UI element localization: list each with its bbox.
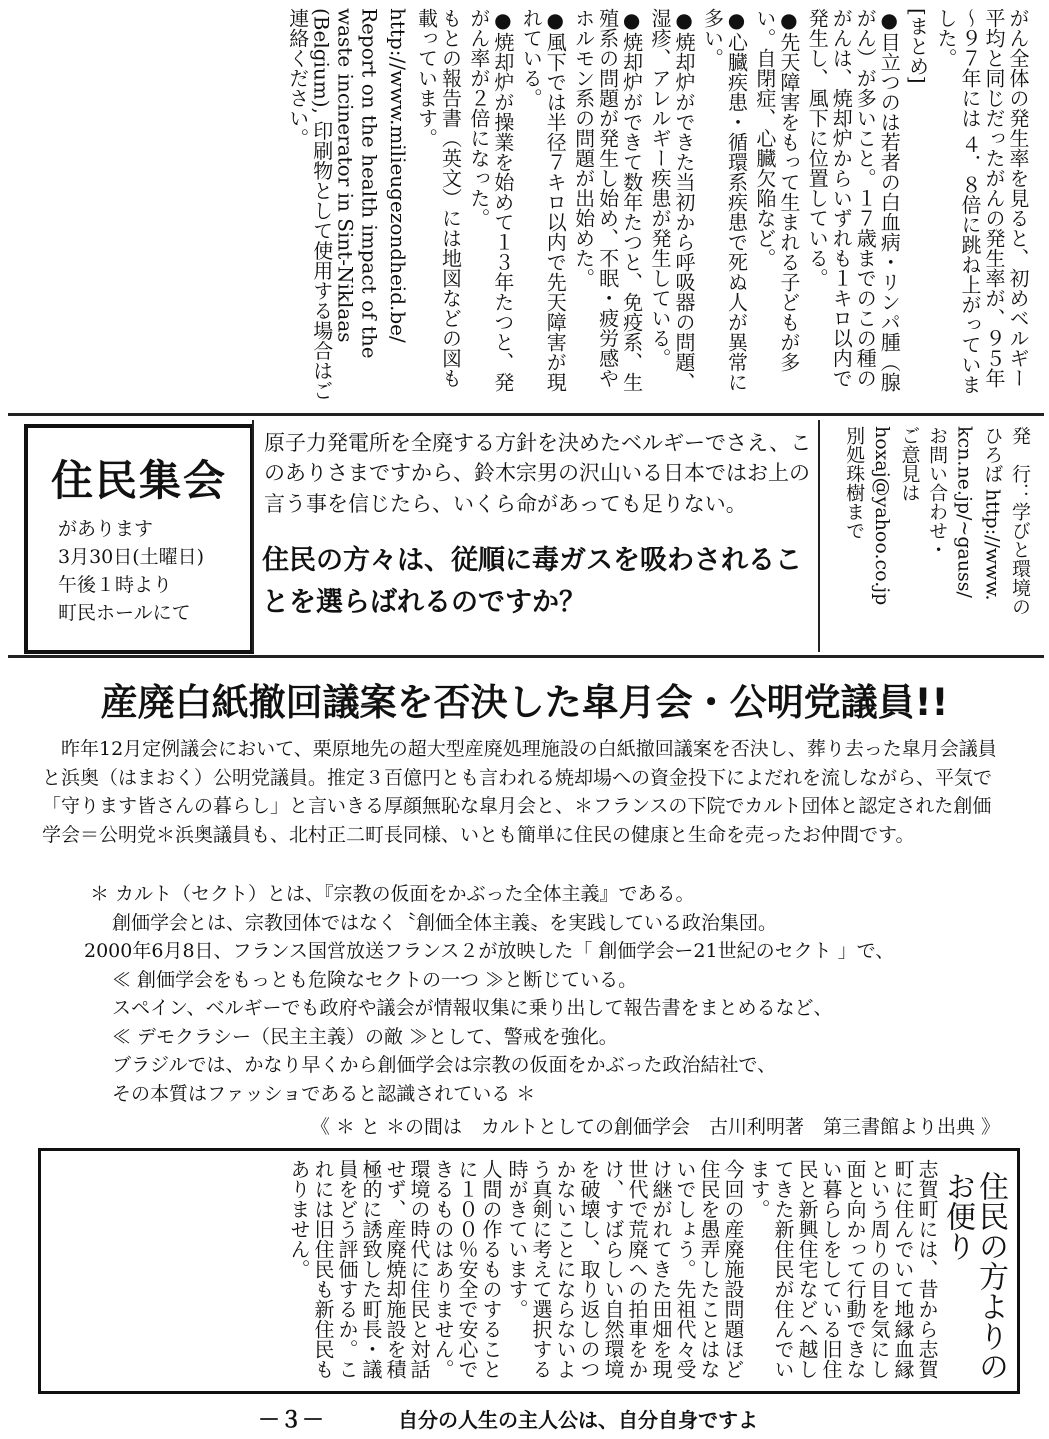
meeting-title: 住民集会 <box>50 456 227 505</box>
meeting-date: 3月30日(土曜日) <box>58 546 205 568</box>
summary-heading: [まとめ] <box>905 8 930 84</box>
summary-item: ●焼却炉が操業を始めて１３年たつと、発がん率が２倍になった。 <box>466 8 515 392</box>
summary-item: ●先天障害をもって生まれる子どもが多い。自閉症、心臓欠陥など。 <box>752 8 801 372</box>
letter-title: 住民の方よりのお便り <box>940 1171 1008 1381</box>
report-note: もとの報告書（英文）には地図などの図も載っています。 <box>414 8 463 388</box>
publisher-url[interactable]: kcn.ne.jp/~gauss/ <box>953 426 976 598</box>
quote-line: 創価学会とは、宗教団体ではなく〝創価全体主義〟を実践している政治集団。 <box>112 911 778 934</box>
article-paragraph: がん全体の発生率を見ると、初めベルギー平均と同じだったがんの発生率が、９５年～９７年には ４．８倍に跳ね上がっていました。 <box>934 8 1030 395</box>
quote-line: ≪ デモクラシー（民主主義）の敵 ≫として、警戒を強化。 <box>112 1025 618 1048</box>
report-title: Report on the health impact of the waste incinerator in Sint-Niklaas (Belgium), 印刷物として使用する場合はご連絡ください。 <box>285 8 382 401</box>
publisher-line: 別処珠樹まで <box>843 426 866 540</box>
publisher-line: お問い合わせ・ <box>926 426 949 559</box>
quote-line: 2000年6月8日、フランス国営放送フランス２が放映した「 創価学会ー21世紀のセクト 」で、 <box>84 940 895 962</box>
meeting-time: 午後１時より <box>58 574 173 596</box>
page-number: －３－ <box>258 1408 325 1433</box>
main-article: 昨年12月定例議会において、栗原地先の超大型産廃処理施設の白紙撤回議案を否決し、葬り去った皐月会議員と浜奥（はまおく）公明党議員。推定３百億円とも言われる焼却場への資金投下によだれを流しながら、平気で「守ります皆さんの暮らし」と言いきる厚顔無恥な皐月会と、＊フランスの下院でカルト団体と認定された創価学会＝公明党＊浜奥議員も、北村正二町長同様、いとも簡単に住民の健康と生命を売ったお仲間です。 <box>42 738 997 846</box>
meeting-box <box>24 424 254 654</box>
meeting-place: 町民ホールにて <box>58 602 191 624</box>
publisher-line: ご意見は <box>898 426 921 502</box>
letter-paragraph: 今回の産廃施設問題ほど住民を愚弄したことはないでしょう。先祖代々受け継がれてきた田畑を現世代で荒廃への拍車をかけ、すばらしい自然環境を破壊し、取り返しのつかないことにならないよう真剣に考えて選択する時がきています。 <box>505 1159 745 1379</box>
summary-item: ●焼却炉ができて数年たつと、免疫系、生殖系の問題が発生し始め、不眠・疲労感やホルモン系の問題が出始めた。 <box>571 8 644 392</box>
center-message-box <box>252 420 820 652</box>
quote-line: ＊ カルト（セクト）とは、『宗教の仮面をかぶった全体主義』である。 <box>90 883 695 905</box>
top-article-columns <box>24 8 1030 406</box>
quote-line: ブラジルでは、かなり早くから創価学会は宗教の仮面をかぶった政治結社で、 <box>112 1054 777 1076</box>
publisher-info <box>822 426 1032 656</box>
center-text: 原子力発電所を全廃する方針を決めたベルギーでさえ、このありさまですから、鈴木宗男の沢山いる日本ではお上の言う事を信じたら、いくら命があっても足りない。 <box>264 431 812 516</box>
quote-line: ≪ 創価学会をもっとも危険なセクトの一つ ≫と断じている。 <box>112 968 638 991</box>
publisher-line: 発 行：学びと環境の <box>1009 426 1031 616</box>
publisher-url[interactable]: ひろば http://www. <box>981 426 1004 601</box>
summary-item: ●焼却炉ができた当初から呼吸器の問題、湿疹、アレルギー疾患が発生している。 <box>648 8 697 392</box>
quote-line: スペイン、ベルギーでも政府や議会が情報収集に乗り出して報告書をまとめるなど、 <box>112 997 833 1019</box>
summary-item: ●目立つのは若者の白血病・リンパ腫（腺がん）が多いこと。１７歳までのこの種のがんは、焼却炉からいずれも１キロ以内で発生し、風下に位置している。 <box>805 8 902 392</box>
divider-middle <box>8 655 1044 658</box>
footer-slogan: 自分の人生の主人公は、自分自身ですよ <box>398 1408 758 1432</box>
summary-item: ●風下では半径７キロ以内で先天障害が現れている。 <box>519 8 568 392</box>
quote-line: その本質はファッショであると認識されている ＊ <box>112 1082 536 1105</box>
source-citation: 《 ＊ と ＊の間は カルトとしての創価学会 古川利明著 第三書館より出典 》 <box>310 1116 1000 1138</box>
quote-block <box>84 880 1010 1108</box>
divider-top <box>8 413 1044 416</box>
letter-box <box>38 1148 1020 1394</box>
publisher-email[interactable]: hoxaj@yahoo.co.jp <box>870 426 893 606</box>
summary-item: ●心臓疾患・循環系疾患で死ぬ人が異常に多い。 <box>700 8 749 392</box>
center-question: 住民の方々は、従順に毒ガスを吸わされることを選らばれるのですか？ <box>262 545 802 618</box>
letter-paragraph: 人間の作るものすることに１００％安全で安心できるものはありません。環境の時代に住民と対話せず、産廃焼却施設を積極的に誘致した町長・議員をどう評価するか。これには旧住民も新住民もありません。 <box>287 1159 503 1379</box>
report-url[interactable]: http://www.milieugezondheid.be/ <box>386 8 411 343</box>
letter-body <box>59 1159 939 1385</box>
headline: 産廃白紙撤回議案を否決した皐月会・公明党議員!! <box>100 681 949 724</box>
meeting-line: があります <box>58 518 154 540</box>
letter-paragraph: 志賀町には、昔から志賀町に住んでいて地縁血縁という周りの目を気にし面と向かって行動できない暮らしをしている旧住民と新興住宅などへ越してきた新住民が住んでいます。 <box>747 1159 939 1379</box>
